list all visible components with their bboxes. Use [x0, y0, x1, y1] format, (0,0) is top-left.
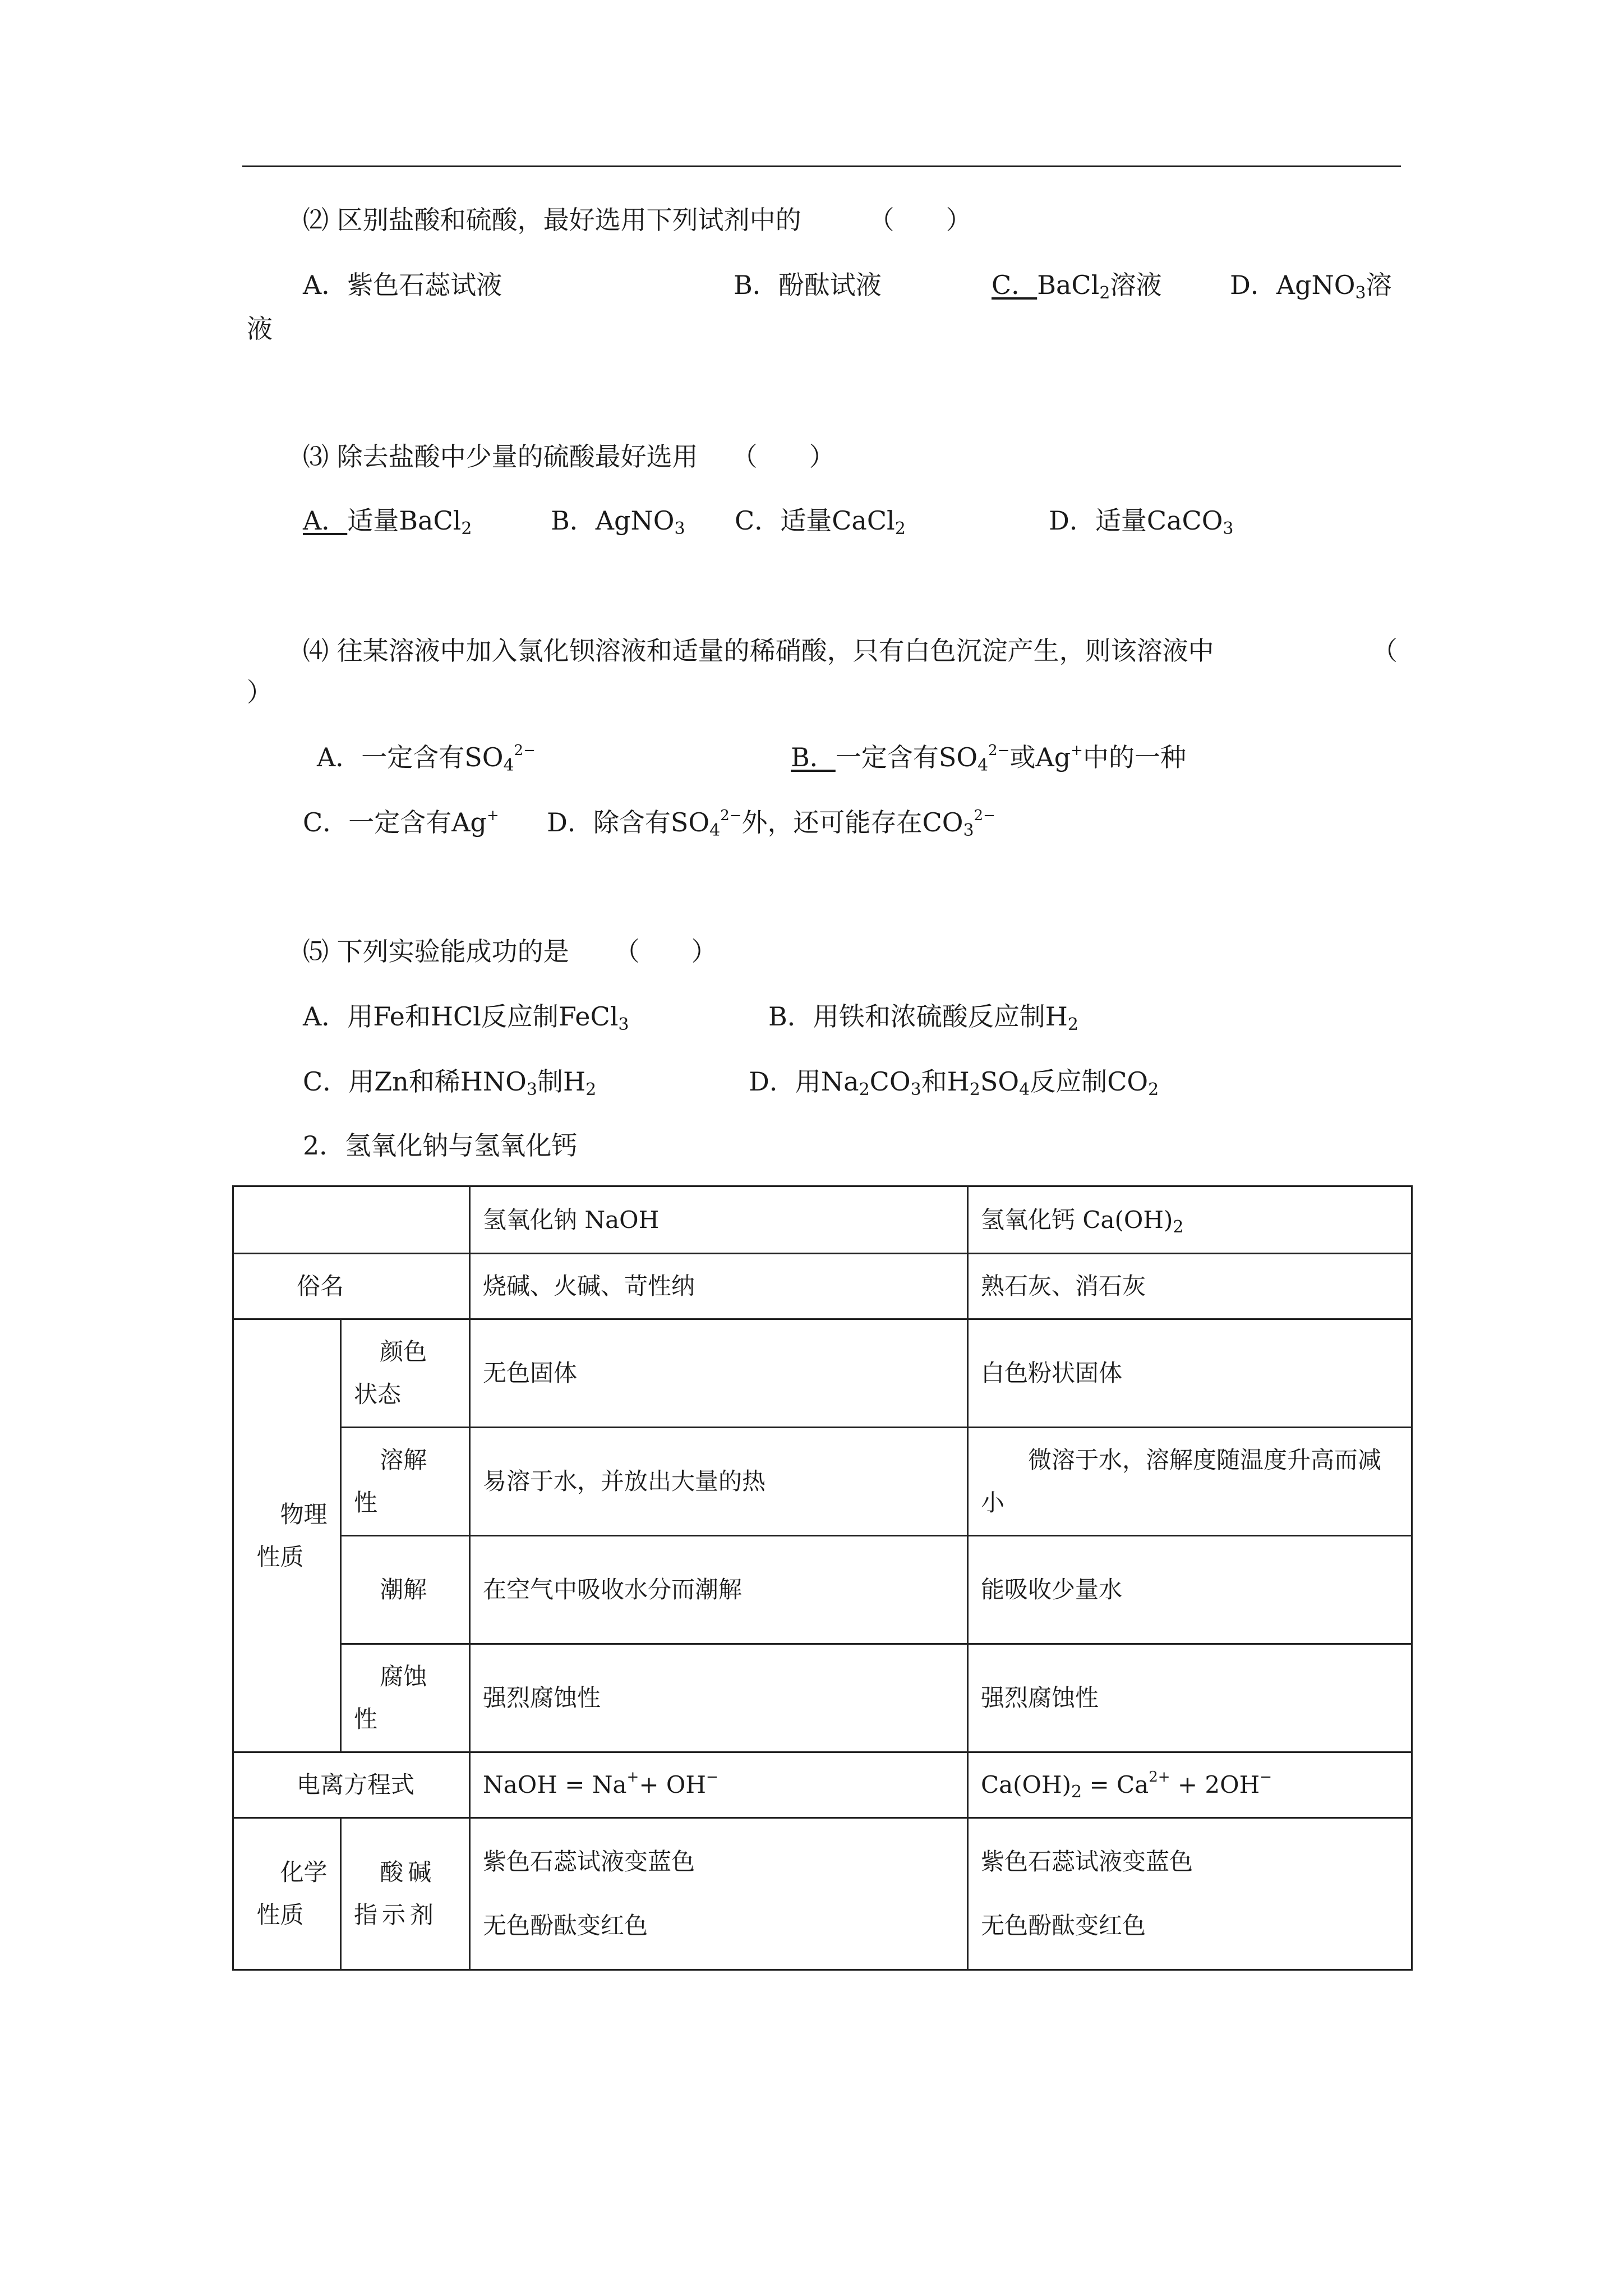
ionization-naoh: NaOH = Na++ OH− — [470, 1752, 968, 1818]
naoh-header: 氢氧化钠 NaOH — [470, 1186, 968, 1254]
common-name-label: 俗名 — [233, 1254, 470, 1319]
q4-option-b: B．一定含有$SO_4^{2-}$或Ag+中的一种 — [791, 742, 1186, 775]
indicator-naoh: 紫色石蕊试液变蓝色 无色酚酞变红色 — [470, 1818, 968, 1970]
common-name-naoh: 烧碱、火碱、苛性纳 — [470, 1254, 968, 1319]
ionization-label: 电离方程式 — [233, 1752, 470, 1818]
deliquescence-label: 潮解 — [341, 1536, 470, 1644]
color-state-caoh: 白色粉状固体 — [968, 1319, 1412, 1428]
table-corner-cell — [233, 1186, 470, 1254]
table-row — [233, 1254, 1412, 1319]
q3-option-d: D．适量CaCO$_3$ — [1049, 505, 1234, 539]
q3-option-c: C．适量CaCl$_2$ — [735, 505, 906, 539]
q5-option-b: B．用铁和浓硫酸反应制$H_2$ — [768, 1001, 1079, 1034]
solubility-label: 溶解性 — [341, 1428, 470, 1536]
q3-option-a: A．适量BaCl$_2$ — [303, 505, 472, 539]
section-2-title: 2．氢氧化钠与氢氧化钙 — [303, 1130, 578, 1161]
header-rule — [242, 165, 1401, 167]
q4-option-d: D．除含有$SO_4^{2-}$外，还可能存在$CO_3^{2-}$ — [547, 807, 995, 840]
q2-option-b: B．酚酞试液 — [734, 270, 882, 300]
table-header-row — [233, 1186, 1412, 1254]
solubility-naoh: 易溶于水，并放出大量的热 — [470, 1428, 968, 1536]
q4-answer-mark: B． — [791, 742, 836, 772]
q3-option-b: B．AgNO$_3$ — [551, 505, 685, 539]
corrosiveness-naoh: 强烈腐蚀性 — [470, 1644, 968, 1752]
table-row — [233, 1428, 1412, 1536]
ionization-caoh: $Ca(OH)_2 = Ca^{2+} + 2OH^-$ — [968, 1752, 1412, 1818]
q3-number: ⑶ — [303, 441, 329, 472]
q3-answer-mark: A． — [303, 505, 348, 536]
q2-option-a: A．紫色石蕊试液 — [303, 270, 502, 300]
deliquescence-naoh: 在空气中吸收水分而潮解 — [470, 1536, 968, 1644]
q5-option-c: C．用Zn和稀$HNO_3$制$H_2$ — [303, 1066, 597, 1099]
table-row — [233, 1818, 1412, 1970]
q2-answer-mark: C． — [992, 270, 1038, 300]
table-row — [233, 1319, 1412, 1428]
deliquescence-caoh: 能吸收少量水 — [968, 1536, 1412, 1644]
q4-number: ⑷ — [303, 636, 329, 666]
color-state-naoh: 无色固体 — [470, 1319, 968, 1428]
corrosiveness-caoh: 强烈腐蚀性 — [968, 1644, 1412, 1752]
chemical-properties-label: 化学性质 — [233, 1818, 341, 1970]
q2-option-d: D．AgNO$_3$溶 — [1230, 270, 1392, 303]
q2-option-d-wrap: 液 — [247, 314, 273, 344]
q4-option-c: C．一定含有Ag+ — [303, 807, 499, 838]
q2-option-c: C．BaCl$_2$溶液 — [992, 270, 1162, 303]
solubility-caoh: 微溶于水，溶解度随温度升高而减小 — [968, 1428, 1412, 1536]
q4-blank-close: ） — [247, 677, 273, 707]
corrosiveness-label: 腐蚀性 — [341, 1644, 470, 1752]
table-row — [233, 1644, 1412, 1752]
q4-option-a: A．一定含有$SO_4^{2-}$ — [317, 742, 536, 775]
q5-option-d: D．用$Na_2CO_3$和$H_2SO_4$反应制$CO_2$ — [749, 1066, 1159, 1099]
table-row — [233, 1752, 1412, 1818]
q2-stem: ⑵ 区别盐酸和硫酸，最好选用下列试剂中的 （ ） — [303, 205, 972, 235]
table-row — [233, 1536, 1412, 1644]
q3-stem: ⑶ 除去盐酸中少量的硫酸最好选用 （ ） — [303, 441, 835, 472]
q2-number: ⑵ — [303, 205, 329, 235]
physical-properties-label: 物理性质 — [233, 1319, 341, 1752]
q5-option-a: A．用Fe和HCl反应制FeCl$_3$ — [303, 1001, 629, 1034]
indicator-caoh: 紫色石蕊试液变蓝色 无色酚酞变红色 — [968, 1818, 1412, 1970]
q4-stem: ⑷ 往某溶液中加入氯化钡溶液和适量的稀硝酸，只有白色沉淀产生，则该溶液中 — [303, 636, 1214, 666]
indicator-label: 酸碱指示剂 — [341, 1818, 470, 1970]
q4-blank-open: （ — [1372, 636, 1398, 666]
common-name-caoh: 熟石灰、消石灰 — [968, 1254, 1412, 1319]
color-state-label: 颜色状态 — [341, 1319, 470, 1428]
q5-stem: ⑸ 下列实验能成功的是 （ ） — [303, 936, 717, 967]
naoh-caoh-comparison-table — [232, 1185, 1413, 1971]
q5-number: ⑸ — [303, 936, 329, 967]
caoh-header: 氢氧化钙 $Ca(OH)_2$ — [968, 1186, 1412, 1254]
